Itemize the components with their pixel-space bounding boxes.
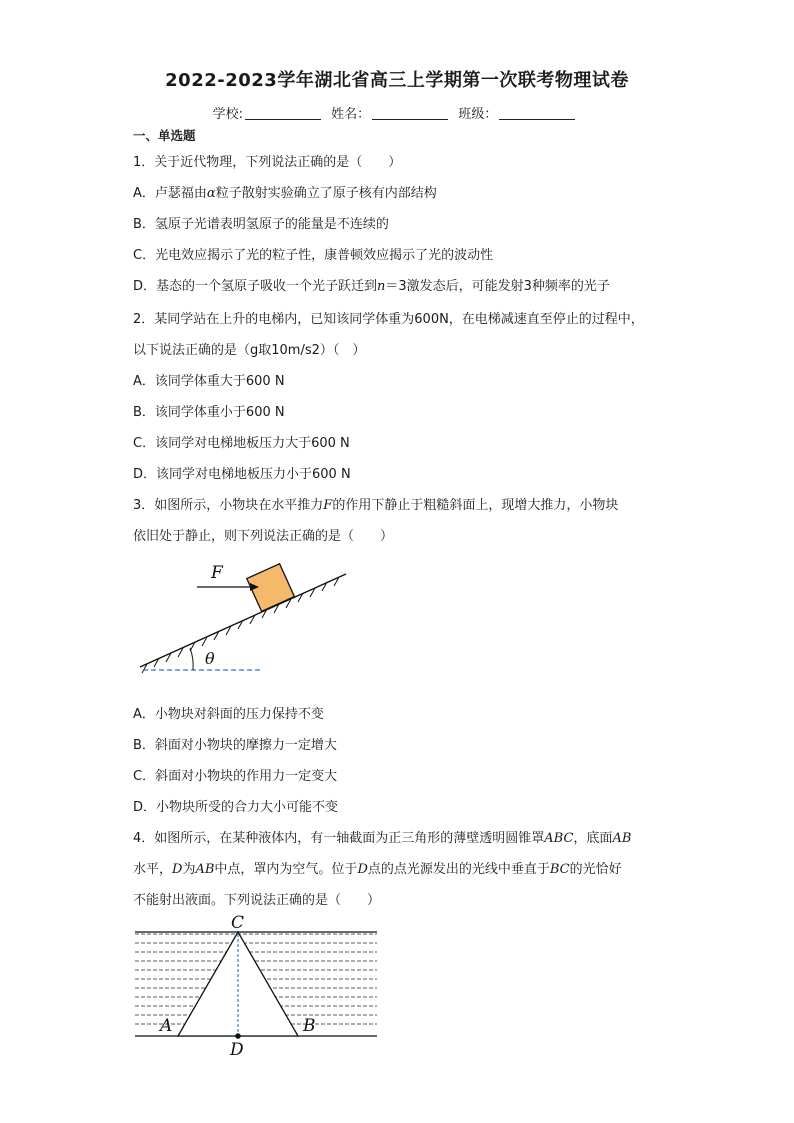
q3-stem-line1: 3．如图所示，小物块在水平推力F的作用下静止于粗糙斜面上，现增大推力，小物块 xyxy=(133,498,619,513)
q2-option-c: C．该同学对电梯地板压力大于600 N xyxy=(133,436,350,451)
label-a: A xyxy=(160,1016,173,1036)
q2-option-a: A．该同学体重大于600 N xyxy=(133,374,285,389)
q2-stem-line2: 以下说法正确的是（g取10m/s2）（ ） xyxy=(133,343,366,358)
school-blank[interactable] xyxy=(245,107,321,120)
q1-option-d: D．基态的一个氢原子吸收一个光子跃迁到n＝3激发态后，可能发射3种频率的光子 xyxy=(133,279,610,294)
q3-option-b: B．斜面对小物块的摩擦力一定增大 xyxy=(133,738,337,753)
q3-option-d: D．小物块所受的合力大小可能不变 xyxy=(133,800,339,815)
name-label: 姓名： xyxy=(331,107,371,122)
angle-label: θ xyxy=(205,649,215,668)
class-label: 班级： xyxy=(458,107,498,122)
class-blank[interactable] xyxy=(499,107,575,120)
q3-option-a: A．小物块对斜面的压力保持不变 xyxy=(133,707,324,722)
q2-stem-line1: 2．某同学站在上升的电梯内，已知该同学体重为600N，在电梯减速直至停止的过程中， xyxy=(133,312,644,327)
name-blank[interactable] xyxy=(372,107,448,120)
incline-hatching xyxy=(142,577,339,673)
q2-option-d: D．该同学对电梯地板压力小于600 N xyxy=(133,467,351,482)
label-b: B xyxy=(303,1016,316,1036)
q3-option-c: C．斜面对小物块的作用力一定变大 xyxy=(133,769,338,784)
page-title: 2022-2023学年湖北省高三上学期第一次联考物理试卷 xyxy=(165,70,629,91)
q3-incline-figure xyxy=(135,560,355,680)
label-c: C xyxy=(231,913,245,933)
student-info-row xyxy=(0,103,794,122)
school-label: 学校: xyxy=(212,107,244,122)
point-d-dot xyxy=(235,1033,241,1039)
q1-option-c: C．光电效应揭示了光的粒子性，康普顿效应揭示了光的波动性 xyxy=(133,248,494,263)
q1-option-a: A．卢瑟福由α粒子散射实验确立了原子核有内部结构 xyxy=(133,186,437,201)
q3-stem-line2: 依旧处于静止，则下列说法正确的是（ ） xyxy=(133,529,394,544)
q1-stem: 1．关于近代物理，下列说法正确的是（ ） xyxy=(133,155,402,170)
section-heading: 一、单选题 xyxy=(133,128,196,143)
q4-cone-figure xyxy=(130,912,380,1062)
q4-stem-line3: 不能射出液面。下列说法正确的是（ ） xyxy=(133,893,381,908)
angle-arc xyxy=(190,648,193,670)
q4-stem-line1: 4．如图所示，在某种液体内，有一轴截面为正三角形的薄壁透明圆锥罩ABC，底面AB xyxy=(133,831,632,846)
label-d: D xyxy=(230,1040,244,1060)
q4-stem-line2: 水平，D为AB中点，罩内为空气。位于D点的点光源发出的光线中垂直于BC的光恰好 xyxy=(133,862,622,877)
q1-option-b: B．氢原子光谱表明氢原子的能量是不连续的 xyxy=(133,217,389,232)
force-label: F xyxy=(211,563,223,583)
q2-option-b: B．该同学体重小于600 N xyxy=(133,405,285,420)
